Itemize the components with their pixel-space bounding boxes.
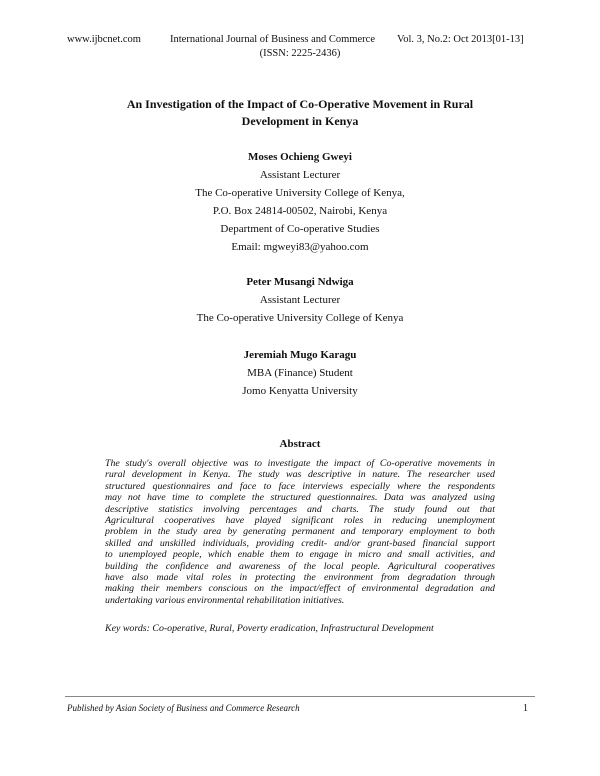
abstract-line: to unemployed people, which enable them to engage in micro and small activities, and <box>105 549 495 561</box>
title-line: Development in Kenya <box>241 114 359 128</box>
abstract-line: descriptive statistics involving percentages and charts. The study found out that <box>105 503 495 515</box>
footer-publisher: Published by Asian Society of Business and Commerce Research <box>67 703 300 713</box>
header-issn: (ISSN: 2225-2436) <box>259 48 341 59</box>
author-name: Moses Ochieng Gweyi <box>248 151 352 163</box>
abstract-line: The study's overall objective was to investigate the impact of Co-operative movements in <box>105 458 495 469</box>
abstract-body <box>105 458 495 606</box>
abstract-line: skilled and unskilled individuals, providing credit- and/or grant-based financial support <box>105 537 495 549</box>
author-block-1 <box>0 148 600 256</box>
abstract-line: undertaking various environmental rehabilitation initiatives. <box>105 594 345 606</box>
abstract-line: building the confidence and awareness of the local people. Agricultural cooperatives <box>105 560 495 572</box>
abstract-line: rural development in Kenya. The study was descriptive in nature. The researcher used <box>105 469 495 481</box>
author-affiliation: Jomo Kenyatta University <box>242 385 358 397</box>
page-number: 1 <box>523 703 528 714</box>
author-affiliation: Department of Co-operative Studies <box>220 223 380 235</box>
author-block-2 <box>0 273 600 327</box>
author-affiliation: The Co-operative University College of Kenya, <box>195 187 405 199</box>
keywords: Key words: Co-operative, Rural, Poverty eradication, Infrastructural Development <box>105 623 434 634</box>
title-line: An Investigation of the Impact of Co-Operative Movement in Rural <box>126 97 474 111</box>
abstract-heading: Abstract <box>279 438 321 450</box>
paper-title <box>80 96 520 130</box>
author-affiliation: Assistant Lecturer <box>259 169 341 181</box>
author-email[interactable]: Email: mgweyi83@yahoo.com <box>231 241 369 253</box>
abstract-line: Agricultural cooperatives have played significant roles in reducing unemployment <box>105 515 495 527</box>
author-name: Jeremiah Mugo Karagu <box>243 349 357 361</box>
author-affiliation: Assistant Lecturer <box>259 294 341 306</box>
author-name: Peter Musangi Ndwiga <box>246 276 354 288</box>
author-affiliation: MBA (Finance) Student <box>247 367 353 379</box>
author-block-3 <box>0 346 600 400</box>
abstract-line: problem in the study area by generating permanent and temporary employment to both <box>105 526 495 538</box>
footer-divider <box>65 696 535 697</box>
author-affiliation: The Co-operative University College of Kenya <box>196 312 404 324</box>
abstract-line: structured questionnaires and face to face interviews especially where the respondents <box>105 480 495 492</box>
abstract-line: have also made vital roles in protecting the environment from degradation through <box>105 572 495 584</box>
header-website[interactable]: www.ijbcnet.com <box>67 34 141 45</box>
abstract-line: making their members conscious on the impact/effect of environmental degradation and <box>105 583 495 595</box>
header-volume: Vol. 3, No.2: Oct 2013[01-13] <box>397 34 524 45</box>
abstract-line: may not have time to complete the structured questionnaires. Data was analyzed using <box>105 492 495 504</box>
author-affiliation: P.O. Box 24814-00502, Nairobi, Kenya <box>212 205 388 217</box>
header-journal: International Journal of Business and Commerce <box>170 34 375 45</box>
